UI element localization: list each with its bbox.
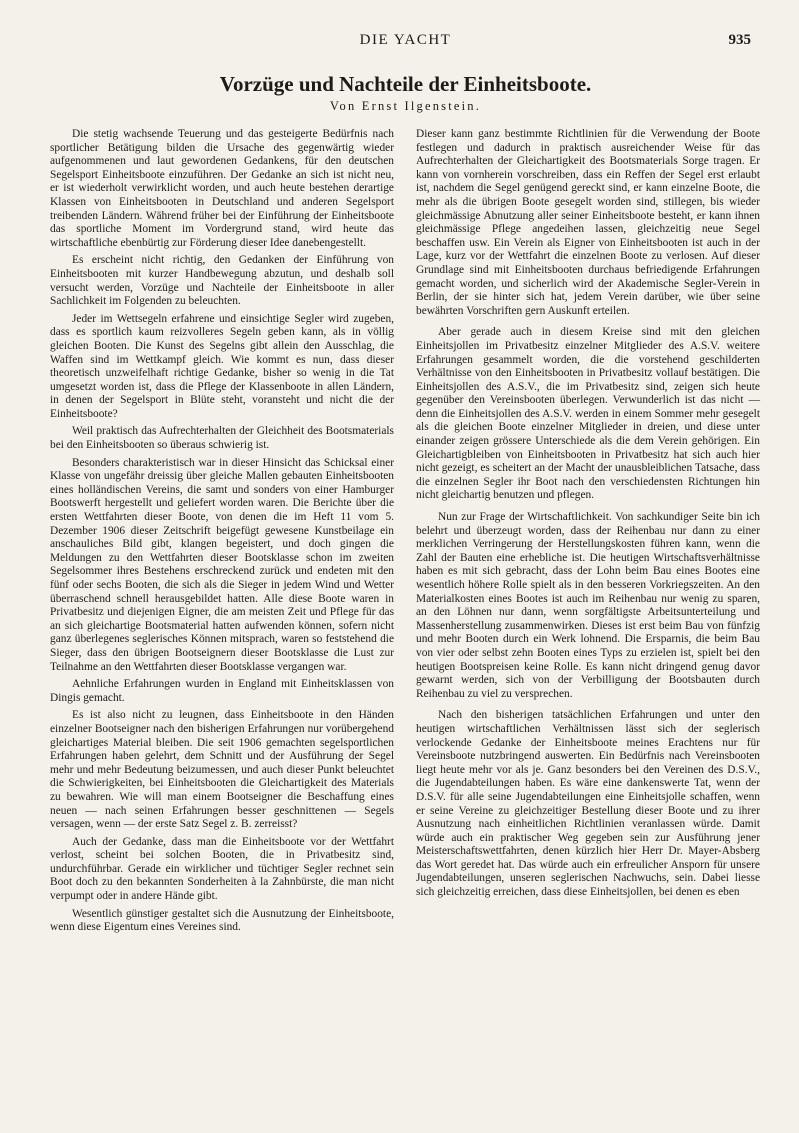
paragraph: Besonders charakteristisch war in dieser Hinsicht das Schicksal einer Klasse von ungefähr dreissig über gleiche Mallen gebauten Einheitsbooten eines holländischen Vereins, die samt und sonders von einer Hamburger Bootswerft hergestellt und geliefert worden waren. Die Berichte über die ersten Wettfahrten dieser Boote, von denen die im Heft 11 vom 5. Dezember 1906 dieser Zeitschrift beigefügt gewesene Kunstbeilage ein anschauliches Bild gibt, klangen begeistert, und doch gingen die Meldungen zu den Wettfahrten dieser Bootsklasse schon im zweiten Segelsommer ihres Bestehens erschreckend zurück und endeten mit den fünf oder sechs Booten, die sich als die Sieger in jedem Wind und Wetter überraschend schnell herausgebildet hatten. Alle diese Boote waren in Privatbesitz und diejenigen Eigner, die am meisten Zeit und Pflege für das an sich gleichartige Bootsmaterial hatten aufwenden können, sofern nicht ganz überlegenes seglerisches Können mitsprach, waren so feststehend die Sieger, dass den übrigen Bootseignern dieser Bootsklasse die Lust zur Teilnahme an den Wettfahrten dieser Bootsklasse vergangen war. — [50, 456, 394, 673]
paragraph: Nun zur Frage der Wirtschaftlichkeit. Von sachkundiger Seite bin ich belehrt und überzeugt worden, dass der Reihenbau nur dann zu einer merklichen Verringerung der Herstellungskosten führen kann, wenn die Zahl der Bauten eine erhebliche ist. Die heutigen Wirtschaftsverhältnisse haben es mit sich gebracht, dass der Lohn beim Bau eines Bootes eine wesentlich höhere Rolle spielt als in den besseren Vorkriegszeiten. An den Materialkosten eines Bootes ist auch im Reihenbau nur wenig zu sparen, an den Löhnen nur dann, wenn sorgfältigste Arbeitsunterteilung und Massenherstellung zusammenwirken. Dieses ist erst beim Bau von fünfzig und mehr Booten durch ein Werk lohnend. Die Ersparnis, die beim Bau von vier oder selbst zehn Booten eines Typs zu erzielen ist, spielt bei den heutigen Bootspreisen keine Rolle. Es kann nicht dringend genug davor gewarnt werden, sich von der Verbilligung der Bootsbauten durch Reihenbau zu viel zu versprechen. — [416, 511, 760, 700]
article-body — [50, 128, 761, 939]
paragraph: Nach den bisherigen tatsächlichen Erfahrungen und unter den heutigen wirtschaftlichen Verhältnissen lässt sich der seglerisch verlockende Gedanke der Einheitsboote meines Erachtens nur für Vereinsboote nutzbringend auswerten. Ein Bedürfnis nach Vereinsbooten liegt heute mehr vor als je. Ganz besonders bei den Vereinen des D.S.V., die Jugendabteilungen haben. Es wäre eine dankenswerte Tat, wenn der D.S.V. für alle seine Jugendabteilungen eine Einheitsjolle schaffen, wenn er seine Vereine zu gleichzeitiger Bestellung dieser Boote und zu ihrer Ausnutzung nach einheitlichen Richtlinien veranlassen würde. Damit würde auch ein praktischer Weg gegeben sein zur Ausführung jener Meisterschaftswettfahrten, denen kürzlich hier Herr Dr. Mayer-Absberg das Wort geredet hat. Das würde auch ein erfreulicher Ansporn für unsere Jugendabteilungen, unseren seglerischen Nachwuchs, sein. Dabei liesse sich gleichzeitig erreichen, dass diese Einheitsjollen, bei denen es eben — [416, 709, 760, 899]
article-title: Vorzüge und Nachteile der Einheitsboote. — [219, 72, 592, 96]
running-header — [50, 32, 761, 54]
paragraph: Jeder im Wettsegeln erfahrene und einsichtige Segler wird zugeben, dass es sportlich kaum reizvolleres Segeln geben kann, als in völlig gleichen Booten. Die Kunst des Segelns gibt allein den Ausschlag, die Waffen sind im Wettkampf gleich. Wie kommt es nun, dass dieser theoretisch unzweifelhaft richtige Gedanke, bisher so wenig in die Tat umgesetzt worden ist, dass die Pflege der Klassenboote in allen Ländern, in denen der Segelsport in Blüte steht, voransteht und nicht die der Einheitsboote? — [50, 312, 394, 420]
paragraph: Weil praktisch das Aufrechterhalten der Gleichheit des Bootsmaterials bei den Einheitsbooten so überaus schwierig ist. — [50, 425, 394, 452]
magazine-name: DIE YACHT — [359, 32, 452, 48]
paragraph: Es erscheint nicht richtig, den Gedanken der Einführung von Einheitsbooten mit kurzer Handbewegung abzutun, und deshalb soll versucht werden, Vorzüge und Nachteile der Einheitsboote in aller Sachlichkeit im Folgenden zu beleuchten. — [50, 254, 394, 308]
paragraph: Aber gerade auch in diesem Kreise sind mit den gleichen Einheitsjollen im Privatbesitz einzelner Mitglieder des A.S.V. weitere Erfahrungen gesammelt worden, die die vorstehend geschilderten Verhältnisse von den Einheitsbooten in Privatbesitz vollauf bestätigen. Die Einheitsjollen des A.S.V., die im Privatbesitz sind, zeigen sich heute gegenüber den Vereinsbooten überlegen. Verwunderlich ist das nicht — denn die Einheitsjollen des A.S.V. werden in einem Sommer mehr gesegelt als die gleichen Boote einzelner Mitglieder in dreien, und diese unter einander zeigen grössere Unterschiede als die dem Verein gehörigen. Ein Gleichartigbleiben von Einheitsbooten in Privatbesitz hat sich auch hier nicht gezeigt, es scheitert an der Macht der unausbleiblichen Tatsache, dass die einzelnen Segler ihr Boot nach den verschiedensten Richtungen hin nicht gleichartig benutzen und pflegen. — [416, 326, 760, 502]
page-number: 935 — [728, 32, 751, 48]
paragraph: Es ist also nicht zu leugnen, dass Einheitsboote in den Händen einzelner Bootseigner nach den bisherigen Erfahrungen nur vorübergehend gleichartiges Material bleiben. Die seit 1906 gemachten segelsportlichen Erfahrungen haben gelehrt, dem Schnitt und der Ausführung der Segel mehr und mehr Bedeutung beizumessen, und auch dieser Punkt beleuchtet die Schwierigkeiten, bei Einheitsbooten die Gleichartigkeit des Materials zu bewahren. Wie will man einem Bootseigner die Beschaffung eines neuen — nach seinen Erfahrungen besser geschnittenen — Segels versagen, wenn — der erste Satz Segel z. B. zerreisst? — [50, 709, 394, 831]
left-column — [50, 128, 394, 939]
right-column — [416, 128, 760, 904]
paragraph: Auch der Gedanke, dass man die Einheitsboote vor der Wettfahrt verlost, scheint bei solchen Booten, die in Privatbesitz sind, undurchführbar. Gerade ein wirklicher und tüchtiger Segler rechnet sein Boot doch zu den bekannten Sonderheiten à la Zahnbürste, die man nicht verpumpt oder in andere Hände gibt. — [50, 835, 394, 903]
paragraph: Wesentlich günstiger gestaltet sich die Ausnutzung der Einheitsboote, wenn diese Eigentum eines Vereines sind. — [50, 907, 394, 934]
paragraph: Dieser kann ganz bestimmte Richtlinien für die Verwendung der Boote festlegen und dadurch in praktisch ausreichender Weise für das Aufrechterhalten der Gleichartigkeit des Bootsmaterials Sorge tragen. Er kann von vornherein vorschreiben, dass ein Reffen der Segel erst erlaubt ist, nachdem die Segel genügend gereckt sind, er kann einzelne Boote, die mehr als die übrigen Boote gesegelt worden sind, stillegen, bis wieder gleichmässige Abnutzung aller seiner Einheitsboote besteht, er kann ihnen gleichmässige Pflege angedeihen lassen, gleichzeitig neue Segel beschaffen usw. Ein Verein als Eigner von Einheitsbooten ist auch in der Lage, kurz vor der Wettfahrt die einzelnen Boote zu verlosen. Auf dieser Grundlage sind mit Einheitsbooten durchaus befriedigende Erfahrungen gemacht worden, und sicherlich wird der Akademische Segler-Verein in Berlin, der sie hinter sich hat, jedem Verein darüber, wie über seine bewährten Vorschriften gern Auskunft erteilen. — [416, 128, 760, 317]
article-author: Von Ernst Ilgenstein. — [329, 99, 482, 113]
paragraph: Die stetig wachsende Teuerung und das gesteigerte Bedürfnis nach sportlicher Betätigung bilden die Ursache des gegenwärtig wieder aufgenommenen und laut gewordenen Gedankens, für den deutschen Segelsport Einheitsboote einzuführen. Der Gedanke an sich ist nicht neu, er ist wiederholt verwirklicht worden, und auch heute bestehen derartige Klassen von Einheitsbooten in Deutschland und anderen Segelsport treibenden Ländern. Während früher bei der Einführung der Einheitsboote das sportliche Moment im Vordergrund stand, wird heute das wirtschaftliche ebenbürtig zur Förderung dieser Idee danebengestellt. — [50, 128, 394, 249]
paragraph: Aehnliche Erfahrungen wurden in England mit Einheitsklassen von Dingis gemacht. — [50, 678, 394, 704]
